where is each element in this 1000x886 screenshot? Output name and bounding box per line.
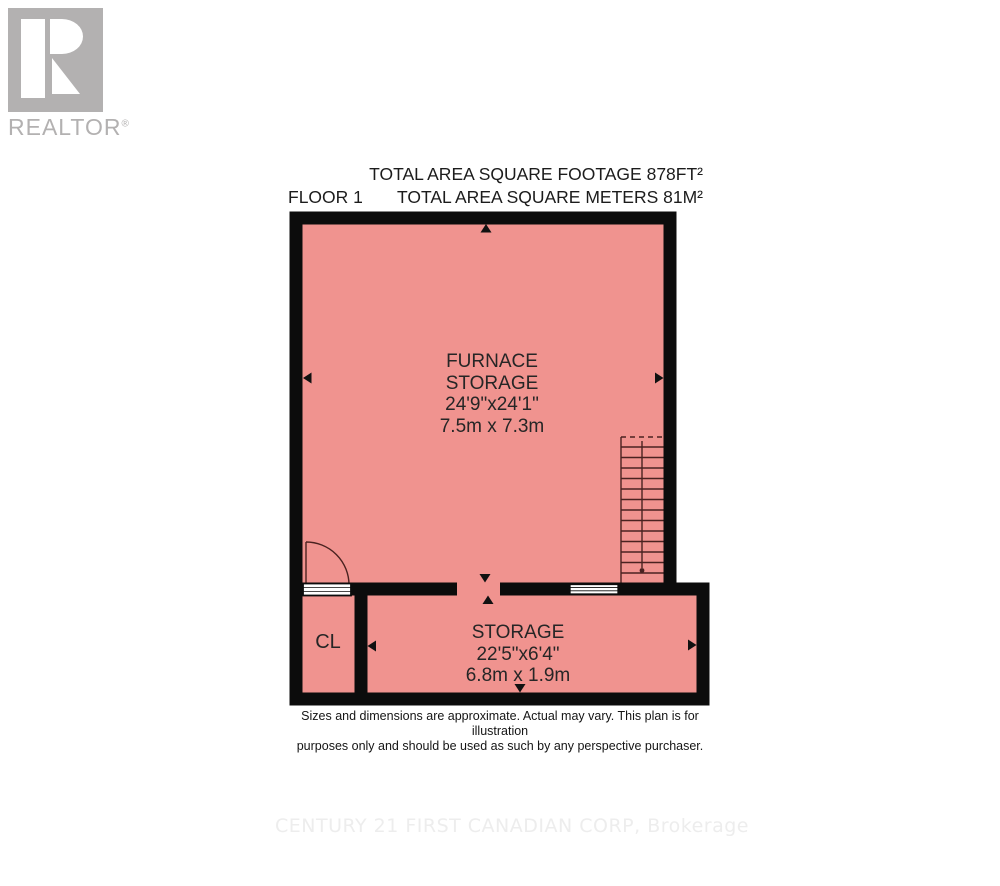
realtor-r-icon — [8, 8, 103, 112]
realtor-wordmark-text: REALTOR — [8, 114, 122, 140]
storage-dim-metric: 6.8m x 1.9m — [465, 665, 571, 686]
total-area-sqm: TOTAL AREA SQUARE METERS 81M² — [396, 187, 703, 207]
registered-mark: ® — [121, 118, 130, 130]
disclaimer-line2: purposes only and should be used as such by any perspective purchaser. — [296, 739, 704, 753]
storage-label — [420, 622, 616, 687]
door-threshold — [303, 584, 351, 596]
furnace-storage-label — [394, 351, 590, 437]
floor-label: FLOOR 1 — [288, 187, 363, 207]
stair-direction-dot — [640, 568, 645, 573]
storage-name: STORAGE — [471, 622, 565, 643]
disclaimer-line1: Sizes and dimensions are approximate. Actual may vary. This plan is for illustration — [301, 709, 699, 738]
window-symbol — [570, 585, 618, 595]
disclaimer — [280, 709, 720, 754]
closet-label: CL — [315, 631, 341, 653]
realtor-wordmark — [8, 114, 138, 141]
furnace-storage-name-line1: FURNACE — [446, 351, 538, 372]
total-area-sqft: TOTAL AREA SQUARE FOOTAGE 878FT² — [369, 164, 703, 184]
furnace-storage-name-line2: STORAGE — [445, 372, 539, 394]
realtor-logo — [8, 8, 138, 141]
furnace-storage-dim-imperial: 24'9"x24'1" — [445, 394, 539, 415]
brokerage-watermark: CENTURY 21 FIRST CANADIAN CORP, Brokerage — [275, 815, 749, 837]
storage-dim-imperial: 22'5"x6'4" — [476, 643, 560, 665]
furnace-storage-dim-metric: 7.5m x 7.3m — [439, 415, 545, 437]
